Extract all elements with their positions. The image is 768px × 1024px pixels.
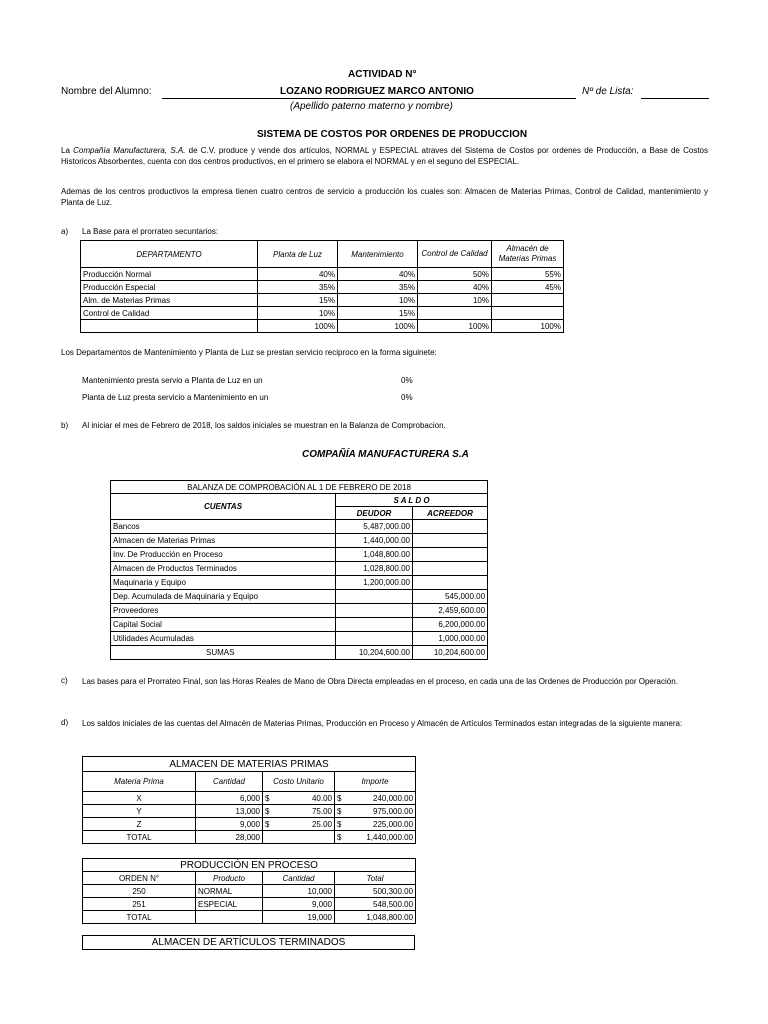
total-label: TOTAL bbox=[83, 831, 196, 844]
cell: 10% bbox=[258, 307, 338, 320]
cell: 15% bbox=[258, 294, 338, 307]
cell bbox=[413, 576, 488, 590]
cell bbox=[336, 618, 413, 632]
cell bbox=[413, 534, 488, 548]
cell bbox=[263, 831, 335, 844]
cell: 100% bbox=[338, 320, 418, 333]
total-amount: 1,048,800.00 bbox=[335, 911, 416, 924]
cell: Proveedores bbox=[111, 604, 336, 618]
page-title: SISTEMA DE COSTOS POR ORDENES DE PRODUCCION bbox=[257, 129, 528, 140]
raw-materials-table bbox=[82, 756, 416, 844]
section-a-text: La Base para el prorrateo secuntarios: bbox=[82, 227, 219, 236]
sums-debit: 10,204,600.00 bbox=[336, 646, 413, 660]
header-quality-control: Control de Calidad bbox=[418, 241, 492, 268]
header-order: ORDEN N° bbox=[83, 872, 196, 885]
finished-title: ALMACEN DE ARTÍCULOS TERMINADOS bbox=[83, 936, 415, 950]
cell bbox=[336, 632, 413, 646]
cell bbox=[263, 818, 335, 831]
cell: Capital Social bbox=[111, 618, 336, 632]
cell-value: 75.00 bbox=[311, 806, 332, 816]
header-amount: Importe bbox=[335, 772, 416, 792]
list-label: Nº de Lista: bbox=[582, 86, 634, 97]
cell: 40% bbox=[338, 268, 418, 281]
cell: 10% bbox=[418, 294, 492, 307]
table-row bbox=[111, 604, 488, 618]
cell bbox=[335, 818, 416, 831]
section-a-marker: a) bbox=[61, 227, 69, 236]
total-quantity: 28,000 bbox=[196, 831, 263, 844]
header-raw-materials: Almacén de Materias Primas bbox=[492, 241, 564, 268]
cell: 1,000,000.00 bbox=[413, 632, 488, 646]
cell: NORMAL bbox=[196, 885, 263, 898]
cell bbox=[263, 792, 335, 805]
table-row bbox=[81, 281, 564, 294]
cell: Control de Calidad bbox=[81, 307, 258, 320]
cell: 15% bbox=[338, 307, 418, 320]
currency-symbol: $ bbox=[337, 832, 342, 842]
cell: 9,000 bbox=[263, 898, 335, 911]
cell bbox=[492, 294, 564, 307]
cell: 100% bbox=[258, 320, 338, 333]
cell: 250 bbox=[83, 885, 196, 898]
trial-balance-table bbox=[110, 480, 488, 660]
cell: Inv. De Producción en Proceso bbox=[111, 548, 336, 562]
cell: 1,028,800.00 bbox=[336, 562, 413, 576]
table-row-sums bbox=[111, 646, 488, 660]
table-row bbox=[111, 590, 488, 604]
cell bbox=[413, 548, 488, 562]
cell-value: 975,000.00 bbox=[373, 806, 414, 816]
cell: 2,459,600.00 bbox=[413, 604, 488, 618]
balance-title: BALANZA DE COMPROBACIÓN AL 1 DE FEBRERO DE 2018 bbox=[111, 481, 488, 494]
header-unit-cost: Costo Unitario bbox=[263, 772, 335, 792]
cell bbox=[336, 590, 413, 604]
table-row bbox=[111, 632, 488, 646]
header-debit: DEUDOR bbox=[336, 507, 413, 520]
cell: 500,300.00 bbox=[335, 885, 416, 898]
header-credit: ACREEDOR bbox=[413, 507, 488, 520]
section-b-marker: b) bbox=[61, 421, 69, 430]
cell: 6,200,000.00 bbox=[413, 618, 488, 632]
reciprocal-line-2: Planta de Luz presta servicio a Mantenimiento en un bbox=[82, 393, 269, 402]
table-row bbox=[111, 548, 488, 562]
cell: 40% bbox=[418, 281, 492, 294]
cell bbox=[413, 520, 488, 534]
cell-value: 225,000.00 bbox=[373, 819, 414, 829]
cell bbox=[336, 604, 413, 618]
table-row bbox=[111, 534, 488, 548]
cell: 40% bbox=[258, 268, 338, 281]
cell: 9,000 bbox=[196, 818, 263, 831]
cell: ESPECIAL bbox=[196, 898, 263, 911]
header-saldo: S A L D O bbox=[336, 494, 488, 507]
total-quantity: 19,000 bbox=[263, 911, 335, 924]
header-power-plant: Planta de Luz bbox=[258, 241, 338, 268]
cell: 100% bbox=[418, 320, 492, 333]
student-name: LOZANO RODRIGUEZ MARCO ANTONIO bbox=[280, 86, 474, 97]
table-row bbox=[111, 618, 488, 632]
intro-p1-rest: de C.V. produce y vende dos artículos, NORMAL y ESPECIAL atraves del Sistema de Costos por ordenes de Producción, a Base de Costos Historicos Absorbentes, cuenta con dos centros productivos, en el primero se elabora el NORMAL y en el seguno del ESPECIAL. bbox=[61, 146, 709, 166]
company-title: COMPAÑÍA MANUFACTURERA S.A bbox=[302, 449, 469, 460]
cell: 45% bbox=[492, 281, 564, 294]
table-row-total bbox=[81, 320, 564, 333]
prorate-base-table bbox=[80, 240, 564, 333]
reciprocal-line-1: Mantenimiento presta servio a Planta de Luz en un bbox=[82, 376, 263, 385]
wip-table bbox=[82, 858, 416, 924]
header-quantity: Cantidad bbox=[263, 872, 335, 885]
cell: 55% bbox=[492, 268, 564, 281]
reciprocal-value-1: 0% bbox=[401, 376, 413, 385]
reciprocal-text: Los Departamentos de Mantenimiento y Planta de Luz se prestan servicio reciproco en la forma siguinete: bbox=[61, 348, 437, 357]
cell: 10,000 bbox=[263, 885, 335, 898]
currency-symbol: $ bbox=[337, 806, 342, 816]
cell: 1,200,000.00 bbox=[336, 576, 413, 590]
cell: Y bbox=[83, 805, 196, 818]
cell bbox=[335, 792, 416, 805]
cell: 548,500.00 bbox=[335, 898, 416, 911]
header-product: Producto bbox=[196, 872, 263, 885]
cell: Producción Normal bbox=[81, 268, 258, 281]
header-quantity: Cantidad bbox=[196, 772, 263, 792]
cell: Bancos bbox=[111, 520, 336, 534]
cell: Z bbox=[83, 818, 196, 831]
currency-symbol: $ bbox=[265, 806, 270, 816]
cell bbox=[335, 805, 416, 818]
cell bbox=[418, 307, 492, 320]
cell: Producción Especial bbox=[81, 281, 258, 294]
currency-symbol: $ bbox=[265, 819, 270, 829]
cell: Almacen de Productos Terminados bbox=[111, 562, 336, 576]
cell bbox=[413, 562, 488, 576]
header-total: Total bbox=[335, 872, 416, 885]
cell-value: 240,000.00 bbox=[373, 793, 414, 803]
cell: X bbox=[83, 792, 196, 805]
cell: 545,000.00 bbox=[413, 590, 488, 604]
cell: Dep. Acumulada de Maquinaria y Equipo bbox=[111, 590, 336, 604]
section-c-text: Las bases para el Prorrateo Final, son las Horas Reales de Mano de Obra Directa empleadas en el proceso, en cada una de las Ordenes de Producción por Operación. bbox=[82, 677, 678, 686]
intro-paragraph-1 bbox=[61, 145, 708, 167]
wip-title: PRODUCCIÓN EN PROCESO bbox=[83, 859, 416, 872]
table-row bbox=[83, 818, 416, 831]
intro-p1-start: La bbox=[61, 146, 74, 155]
header-material: Materia Prima bbox=[83, 772, 196, 792]
table-row bbox=[81, 294, 564, 307]
cell: 13,000 bbox=[196, 805, 263, 818]
table-row bbox=[83, 898, 416, 911]
table-row bbox=[81, 307, 564, 320]
reciprocal-value-2: 0% bbox=[401, 393, 413, 402]
intro-paragraph-2: Ademas de los centros productivos la empresa tienen cuatro centros de servicio a producción los cuales son: Almacen de Materias Primas, Control de Calidad, mantenimiento y Planta de Luz. bbox=[61, 187, 708, 207]
total-amount bbox=[335, 831, 416, 844]
table-row bbox=[111, 562, 488, 576]
cell bbox=[263, 805, 335, 818]
table-row-total bbox=[83, 911, 416, 924]
currency-symbol: $ bbox=[337, 793, 342, 803]
table-row bbox=[111, 576, 488, 590]
table-row bbox=[83, 792, 416, 805]
cell: 6,000 bbox=[196, 792, 263, 805]
header-accounts: CUENTAS bbox=[111, 494, 336, 520]
cell-value: 40.00 bbox=[311, 793, 332, 803]
cell: 35% bbox=[338, 281, 418, 294]
currency-symbol: $ bbox=[337, 819, 342, 829]
sums-label: SUMAS bbox=[111, 646, 336, 660]
header-maintenance: Mantenimiento bbox=[338, 241, 418, 268]
table-row bbox=[111, 520, 488, 534]
currency-symbol: $ bbox=[265, 793, 270, 803]
cell: Maquinaria y Equipo bbox=[111, 576, 336, 590]
cell: Utilidades Acumuladas bbox=[111, 632, 336, 646]
cell bbox=[196, 911, 263, 924]
sums-credit: 10,204,600.00 bbox=[413, 646, 488, 660]
total-label: TOTAL bbox=[83, 911, 196, 924]
student-name-line bbox=[162, 98, 576, 99]
activity-title: ACTIVIDAD N° bbox=[348, 69, 417, 80]
raw-materials-title: ALMACEN DE MATERIAS PRIMAS bbox=[83, 757, 416, 772]
cell: 1,440,000.00 bbox=[336, 534, 413, 548]
section-c-marker: c) bbox=[61, 676, 68, 685]
cell-value: 25.00 bbox=[311, 819, 332, 829]
cell bbox=[492, 307, 564, 320]
cell: 1,048,800.00 bbox=[336, 548, 413, 562]
section-d-text: Los saldos iniciales de las cuentas del Almacén de Materias Primas, Producción en Proceso y Almacén de Artículos Terminados estan integradas de la siguiente manera: bbox=[82, 719, 683, 728]
company-name-inline: Compañía Manufacturera, S.A. bbox=[73, 146, 186, 155]
table-row bbox=[83, 805, 416, 818]
cell bbox=[81, 320, 258, 333]
section-d-marker: d) bbox=[61, 718, 69, 727]
cell: 251 bbox=[83, 898, 196, 911]
cell: 35% bbox=[258, 281, 338, 294]
student-label: Nombre del Alumno: bbox=[61, 86, 152, 97]
finished-goods-table bbox=[82, 935, 415, 950]
table-row-total bbox=[83, 831, 416, 844]
cell: 100% bbox=[492, 320, 564, 333]
cell: 5,487,000.00 bbox=[336, 520, 413, 534]
cell: Almacen de Materias Primas bbox=[111, 534, 336, 548]
cell: 50% bbox=[418, 268, 492, 281]
list-number-line bbox=[641, 98, 709, 99]
table-row bbox=[81, 268, 564, 281]
name-hint: (Apellido paterno materno y nombre) bbox=[290, 101, 453, 112]
cell: 10% bbox=[338, 294, 418, 307]
cell-value: 1,440,000.00 bbox=[366, 832, 414, 842]
section-b-text: Al iniciar el mes de Febrero de 2018, los saldos iniciales se muestran en la Balanza de Comprobacion. bbox=[82, 421, 446, 430]
header-department: DEPARTAMENTO bbox=[81, 241, 258, 268]
table-row bbox=[83, 885, 416, 898]
cell: Alm. de Materias Primas bbox=[81, 294, 258, 307]
